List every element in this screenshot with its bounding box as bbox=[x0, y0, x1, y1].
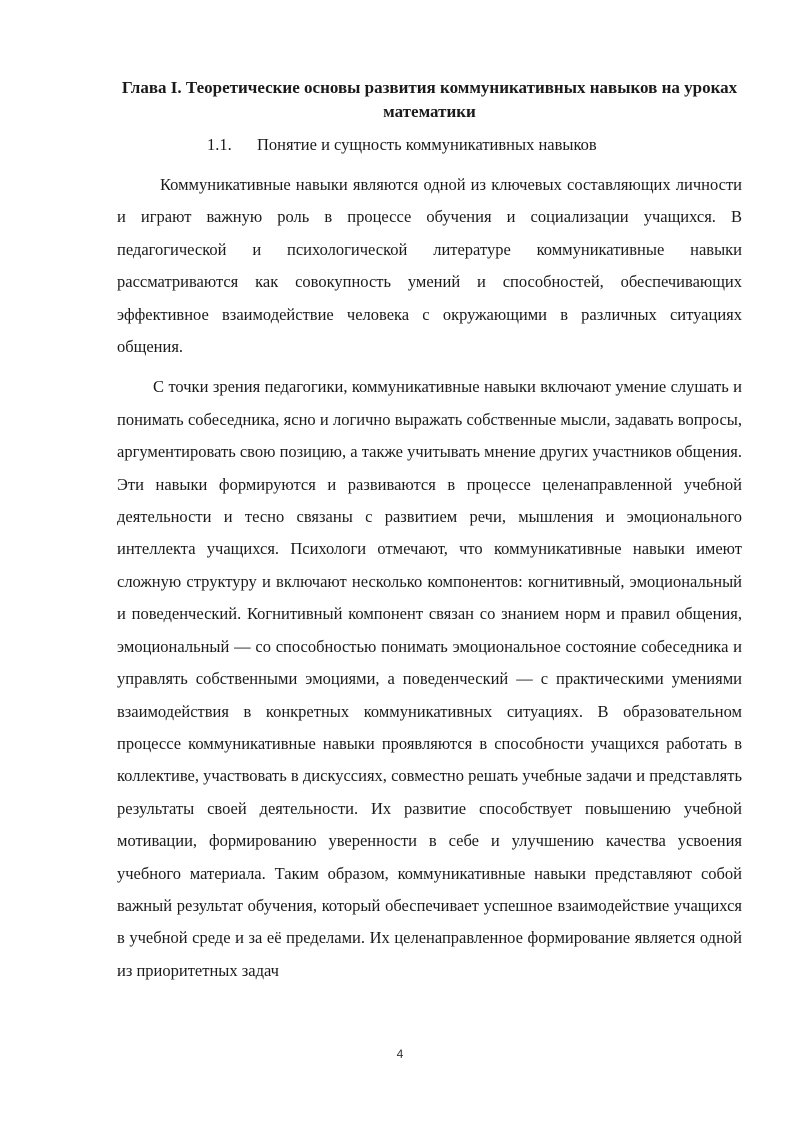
section-number: 1.1. bbox=[207, 135, 232, 154]
page-number: 4 bbox=[396, 1047, 404, 1061]
chapter-title: Глава I. Теоретические основы развития коммуникативных навыков на уроках математики bbox=[121, 78, 738, 121]
paragraph-2: С точки зрения педагогики, коммуникативные навыки включают умение слушать и понимать собеседника, ясно и логично выражать собственные мысли, задавать вопросы, аргументировать свою позицию, а также учитывать мнение других участников общения. Эти навыки формируются и развиваются в процессе целенаправленной учебной деятельности и тесно связаны с развитием речи, мышления и эмоционального интеллекта учащихся. Психологи отмечают, что коммуникативные навыки имеют сложную структуру и включают несколько компонентов: когнитивный, эмоциональный и поведенческий. Когнитивный компонент связан со знанием норм и правил общения, эмоциональный — со способностью понимать эмоциональное состояние собеседника и управлять собственными эмоциями, а поведенческий — с практическими умениями взаимодействия в конкретных коммуникативных ситуациях. В образовательном процессе коммуникативные навыки проявляются в способности учащихся работать в коллективе, участвовать в дискуссиях, совместно решать учебные задачи и представлять результаты своей деятельности. Их развитие способствует повышению учебной мотивации, формированию уверенности в себе и улучшению качества усвоения учебного материала. Таким образом, коммуникативные навыки представляют собой важный результат обучения, который обеспечивает успешное взаимодействие учащихся в учебной среде и за её пределами. Их целенаправленное формирование является одной из приоритетных задач bbox=[117, 377, 742, 980]
document-page bbox=[117, 76, 742, 987]
section-title: Понятие и сущность коммуникативных навыков bbox=[257, 135, 597, 154]
section-heading bbox=[117, 133, 742, 157]
paragraph-1: Коммуникативные навыки являются одной из ключевых составляющих личности и играют важную роль в процессе обучения и социализации учащихся. В педагогической и психологической литературе коммуникативные навыки рассматриваются как совокупность умений и способностей, обеспечивающих эффективное взаимодействие человека с окружающими в различных ситуациях общения. bbox=[117, 175, 742, 357]
